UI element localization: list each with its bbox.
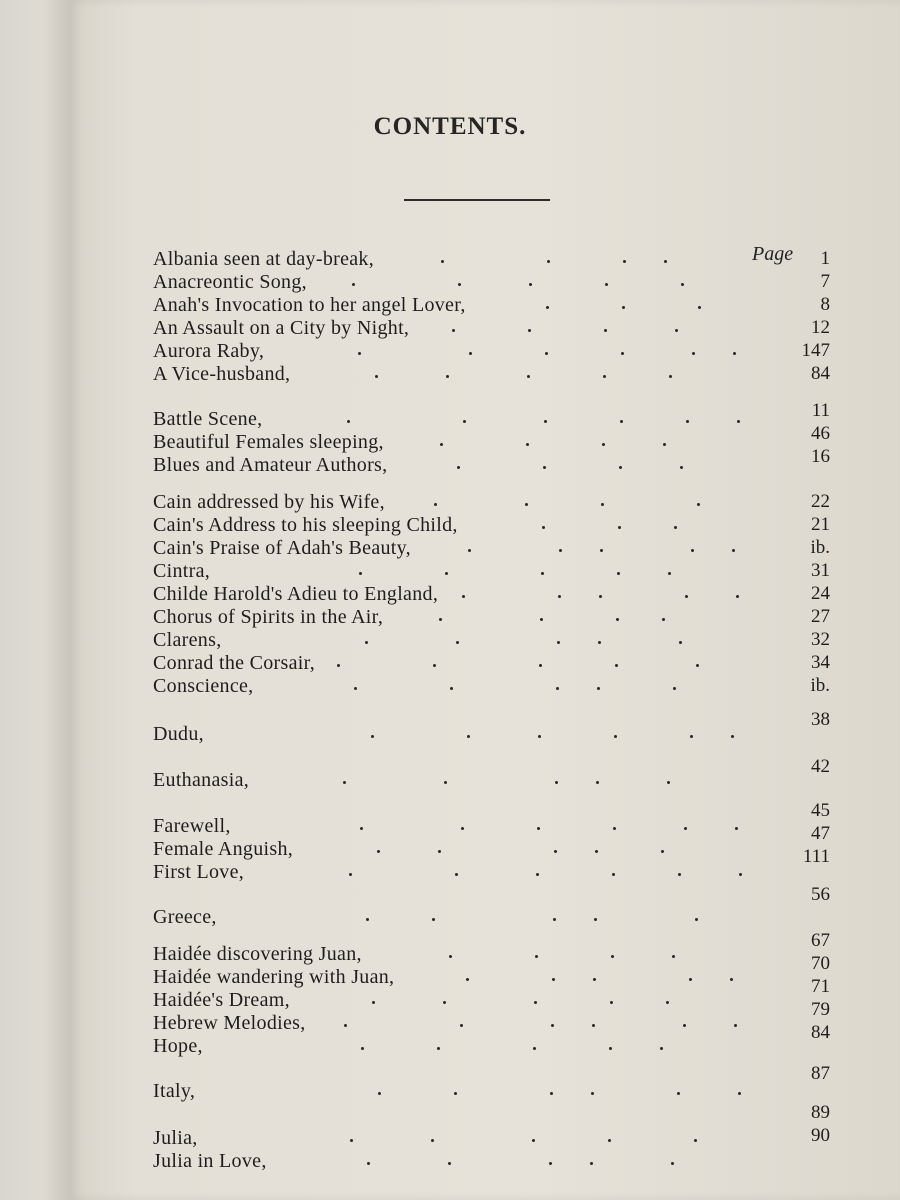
leader-dot — [554, 850, 557, 853]
leader-dot — [552, 978, 555, 981]
toc-entry-title: Female Anguish, — [153, 838, 294, 860]
leader-dot — [462, 595, 465, 598]
toc-entry-title: A Vice-husband, — [153, 363, 291, 385]
leader-dot — [666, 1001, 669, 1004]
toc-page-number: 16 — [811, 446, 830, 467]
toc-entry — [0, 1012, 900, 1036]
toc-entry — [0, 271, 900, 295]
leader-dot — [378, 1092, 381, 1095]
leader-dot — [678, 873, 681, 876]
leader-dot — [672, 955, 675, 958]
leader-dot — [601, 503, 604, 506]
toc-entry-title: Conrad the Corsair, — [153, 652, 316, 674]
leader-dot — [674, 526, 677, 529]
leader-dot — [608, 1139, 611, 1142]
leader-dot — [677, 1092, 680, 1095]
toc-entry — [0, 943, 900, 967]
toc-entry-title: Aurora Raby, — [153, 340, 265, 362]
leader-dot — [538, 735, 541, 738]
leader-dot — [439, 618, 442, 621]
toc-entry-title: Haidée's Dream, — [153, 989, 290, 1011]
toc-entry-title: Hope, — [153, 1035, 203, 1057]
leader-dot — [433, 664, 436, 667]
leader-dot — [597, 687, 600, 690]
leader-dot — [599, 595, 602, 598]
leader-dot — [444, 781, 447, 784]
leader-dot — [349, 873, 352, 876]
leader-dot — [438, 850, 441, 853]
leader-dot — [532, 1139, 535, 1142]
leader-dot — [738, 1092, 741, 1095]
leader-dot — [733, 352, 736, 355]
toc-page-number: 147 — [801, 340, 830, 361]
leader-dot — [735, 827, 738, 830]
leader-dot — [692, 352, 695, 355]
toc-entry-title: Cain's Praise of Adah's Beauty, — [153, 537, 411, 559]
toc-entry — [0, 514, 900, 538]
leader-dot — [347, 420, 350, 423]
toc-entry — [0, 248, 900, 272]
toc-entry — [0, 560, 900, 584]
leader-dot — [543, 466, 546, 469]
leader-dot — [533, 1047, 536, 1050]
toc-entry-title: Cintra, — [153, 560, 211, 582]
toc-page-number: 38 — [811, 709, 830, 730]
leader-dot — [615, 664, 618, 667]
leader-dot — [535, 955, 538, 958]
toc-page-number: 84 — [811, 1022, 830, 1043]
leader-dot — [605, 283, 608, 286]
leader-dot — [689, 978, 692, 981]
leader-dot — [440, 443, 443, 446]
toc-entry-title: Anah's Invocation to her angel Lover, — [153, 294, 466, 316]
toc-page-number: ib. — [810, 675, 830, 696]
toc-entry — [0, 606, 900, 630]
leader-dot — [344, 1024, 347, 1027]
toc-page-number: 27 — [811, 606, 830, 627]
leader-dot — [617, 572, 620, 575]
leader-dot — [591, 1092, 594, 1095]
leader-dot — [466, 978, 469, 981]
toc-page-number: 32 — [811, 629, 830, 650]
leader-dot — [550, 1092, 553, 1095]
toc-entry — [0, 1150, 900, 1174]
toc-page-number: 1 — [820, 248, 830, 269]
leader-dot — [734, 1024, 737, 1027]
leader-dot — [365, 641, 368, 644]
toc-page-number: 111 — [802, 846, 830, 867]
leader-dot — [458, 283, 461, 286]
toc-entry — [0, 906, 900, 930]
toc-entry-title: Anacreontic Song, — [153, 271, 307, 293]
leader-dot — [594, 918, 597, 921]
leader-dot — [697, 503, 700, 506]
leader-dot — [446, 375, 449, 378]
toc-page-number: 42 — [811, 756, 830, 777]
leader-dot — [525, 503, 528, 506]
toc-entry-title: Haidée wandering with Juan, — [153, 966, 395, 988]
toc-entry — [0, 294, 900, 318]
toc-page-number: 70 — [811, 953, 830, 974]
leader-dot — [441, 260, 444, 263]
toc-entry — [0, 363, 900, 387]
leader-dot — [553, 918, 556, 921]
leader-dot — [448, 1162, 451, 1165]
leader-dot — [527, 375, 530, 378]
leader-dot — [592, 1024, 595, 1027]
leader-dot — [343, 781, 346, 784]
toc-entry-title: Conscience, — [153, 675, 254, 697]
toc-page-number: 34 — [811, 652, 830, 673]
toc-entry — [0, 1035, 900, 1059]
leader-dot — [683, 1024, 686, 1027]
toc-entry-title: Cain addressed by his Wife, — [153, 491, 385, 513]
leader-dot — [450, 687, 453, 690]
toc-entry-title: Julia in Love, — [153, 1150, 267, 1172]
leader-dot — [694, 1139, 697, 1142]
leader-dot — [618, 526, 621, 529]
toc-page-number: 67 — [811, 930, 830, 951]
leader-dot — [598, 641, 601, 644]
leader-dot — [595, 850, 598, 853]
leader-dot — [696, 664, 699, 667]
leader-dot — [690, 735, 693, 738]
leader-dot — [614, 735, 617, 738]
leader-dot — [681, 283, 684, 286]
toc-entry — [0, 652, 900, 676]
toc-page-number: ib. — [810, 537, 830, 558]
leader-dot — [616, 618, 619, 621]
leader-dot — [557, 641, 560, 644]
toc-page-number: 21 — [811, 514, 830, 535]
leader-dot — [731, 735, 734, 738]
toc-entry-title: First Love, — [153, 861, 245, 883]
leader-dot — [449, 955, 452, 958]
leader-dot — [539, 664, 542, 667]
leader-dot — [443, 1001, 446, 1004]
leader-dot — [361, 1047, 364, 1050]
leader-dot — [739, 873, 742, 876]
toc-entry-title: Greece, — [153, 906, 217, 928]
toc-page-number: 89 — [811, 1102, 830, 1123]
toc-entry — [0, 629, 900, 653]
leader-dot — [673, 687, 676, 690]
leader-dot — [454, 1092, 457, 1095]
leader-dot — [600, 549, 603, 552]
leader-dot — [737, 420, 740, 423]
leader-dot — [354, 687, 357, 690]
leader-dot — [684, 827, 687, 830]
leader-dot — [358, 352, 361, 355]
toc-entry-title: Beautiful Females sleeping, — [153, 431, 384, 453]
leader-dot — [686, 420, 689, 423]
leader-dot — [540, 618, 543, 621]
leader-dot — [445, 572, 448, 575]
toc-entry — [0, 966, 900, 990]
leader-dot — [559, 549, 562, 552]
toc-entry — [0, 815, 900, 839]
leader-dot — [537, 827, 540, 830]
toc-entry-title: Haidée discovering Juan, — [153, 943, 362, 965]
leader-dot — [377, 850, 380, 853]
toc-page-number: 12 — [811, 317, 830, 338]
leader-dot — [367, 1162, 370, 1165]
leader-dot — [730, 978, 733, 981]
leader-dot — [544, 420, 547, 423]
leader-dot — [456, 641, 459, 644]
leader-dot — [528, 329, 531, 332]
leader-dot — [691, 549, 694, 552]
leader-dot — [612, 873, 615, 876]
toc-page-number: 31 — [811, 560, 830, 581]
leader-dot — [350, 1139, 353, 1142]
leader-dot — [546, 306, 549, 309]
leader-dot — [623, 260, 626, 263]
leader-dot — [590, 1162, 593, 1165]
leader-dot — [593, 978, 596, 981]
leader-dot — [469, 352, 472, 355]
leader-dot — [603, 375, 606, 378]
leader-dot — [551, 1024, 554, 1027]
leader-dot — [431, 1139, 434, 1142]
leader-dot — [604, 329, 607, 332]
toc-entry — [0, 317, 900, 341]
leader-dot — [661, 850, 664, 853]
contents-heading: CONTENTS. — [373, 113, 527, 140]
toc-page-number: 79 — [811, 999, 830, 1020]
toc-page-number: 47 — [811, 823, 830, 844]
leader-dot — [545, 352, 548, 355]
toc-entry — [0, 861, 900, 885]
leader-dot — [432, 918, 435, 921]
leader-dot — [622, 306, 625, 309]
leader-dot — [468, 549, 471, 552]
leader-dot — [463, 420, 466, 423]
toc-entry-title: Cain's Address to his sleeping Child, — [153, 514, 458, 536]
leader-dot — [455, 873, 458, 876]
leader-dot — [609, 1047, 612, 1050]
toc-page-number: 11 — [811, 400, 830, 421]
leader-dot — [675, 329, 678, 332]
leader-dot — [732, 549, 735, 552]
toc-entry-title: Euthanasia, — [153, 769, 250, 791]
leader-dot — [556, 687, 559, 690]
leader-dot — [359, 572, 362, 575]
leader-dot — [621, 352, 624, 355]
toc-entry-title: Farewell, — [153, 815, 231, 837]
leader-dot — [619, 466, 622, 469]
leader-dot — [662, 618, 665, 621]
leader-dot — [536, 873, 539, 876]
toc-entry — [0, 769, 900, 793]
leader-dot — [467, 735, 470, 738]
leader-dot — [695, 918, 698, 921]
leader-dot — [534, 1001, 537, 1004]
leader-dot — [685, 595, 688, 598]
toc-entry — [0, 675, 900, 699]
toc-entry — [0, 583, 900, 607]
leader-dot — [611, 955, 614, 958]
toc-entry — [0, 537, 900, 561]
toc-entry-title: Clarens, — [153, 629, 222, 651]
leader-dot — [736, 595, 739, 598]
leader-dot — [664, 260, 667, 263]
toc-entry — [0, 340, 900, 364]
toc-entry — [0, 491, 900, 515]
toc-entry-title: An Assault on a City by Night, — [153, 317, 410, 339]
toc-entry-title: Chorus of Spirits in the Air, — [153, 606, 384, 628]
leader-dot — [602, 443, 605, 446]
leader-dot — [541, 572, 544, 575]
toc-entry — [0, 989, 900, 1013]
page-column-label: Page — [752, 243, 794, 265]
leader-dot — [452, 329, 455, 332]
leader-dot — [680, 466, 683, 469]
leader-dot — [671, 1162, 674, 1165]
leader-dot — [529, 283, 532, 286]
leader-dot — [434, 503, 437, 506]
leader-dot — [549, 1162, 552, 1165]
leader-dot — [437, 1047, 440, 1050]
toc-page-number: 84 — [811, 363, 830, 384]
leader-dot — [547, 260, 550, 263]
leader-dot — [620, 420, 623, 423]
toc-entry — [0, 1127, 900, 1151]
leader-dot — [366, 918, 369, 921]
leader-dot — [461, 827, 464, 830]
toc-page-number: 90 — [811, 1125, 830, 1146]
toc-entry-title: Dudu, — [153, 723, 204, 745]
toc-entry — [0, 408, 900, 432]
toc-entry — [0, 723, 900, 747]
leader-dot — [375, 375, 378, 378]
toc-entry — [0, 1080, 900, 1104]
leader-dot — [679, 641, 682, 644]
toc-entry — [0, 838, 900, 862]
toc-entry-title: Battle Scene, — [153, 408, 263, 430]
leader-dot — [555, 781, 558, 784]
leader-dot — [668, 572, 671, 575]
toc-page-number: 56 — [811, 884, 830, 905]
heading-rule — [404, 199, 550, 201]
leader-dot — [542, 526, 545, 529]
leader-dot — [371, 735, 374, 738]
leader-dot — [558, 595, 561, 598]
leader-dot — [460, 1024, 463, 1027]
toc-page-number: 24 — [811, 583, 830, 604]
toc-entry-title: Julia, — [153, 1127, 198, 1149]
leader-dot — [610, 1001, 613, 1004]
toc-page-number: 87 — [811, 1063, 830, 1084]
leader-dot — [596, 781, 599, 784]
toc-entry — [0, 431, 900, 455]
toc-entry — [0, 454, 900, 478]
toc-page-number: 7 — [820, 271, 830, 292]
leader-dot — [360, 827, 363, 830]
leader-dot — [352, 283, 355, 286]
leader-dot — [372, 1001, 375, 1004]
toc-entry-title: Albania seen at day-break, — [153, 248, 375, 270]
leader-dot — [526, 443, 529, 446]
toc-entry-title: Italy, — [153, 1080, 196, 1102]
leader-dot — [337, 664, 340, 667]
toc-page-number: 45 — [811, 800, 830, 821]
leader-dot — [663, 443, 666, 446]
toc-page-number: 8 — [820, 294, 830, 315]
leader-dot — [669, 375, 672, 378]
toc-page-number: 22 — [811, 491, 830, 512]
leader-dot — [660, 1047, 663, 1050]
leader-dot — [698, 306, 701, 309]
toc-page-number: 46 — [811, 423, 830, 444]
toc-page-number: 71 — [811, 976, 830, 997]
leader-dot — [667, 781, 670, 784]
leader-dot — [613, 827, 616, 830]
toc-entry-title: Blues and Amateur Authors, — [153, 454, 388, 476]
toc-entry-title: Hebrew Melodies, — [153, 1012, 306, 1034]
leader-dot — [457, 466, 460, 469]
toc-entry-title: Childe Harold's Adieu to England, — [153, 583, 439, 605]
